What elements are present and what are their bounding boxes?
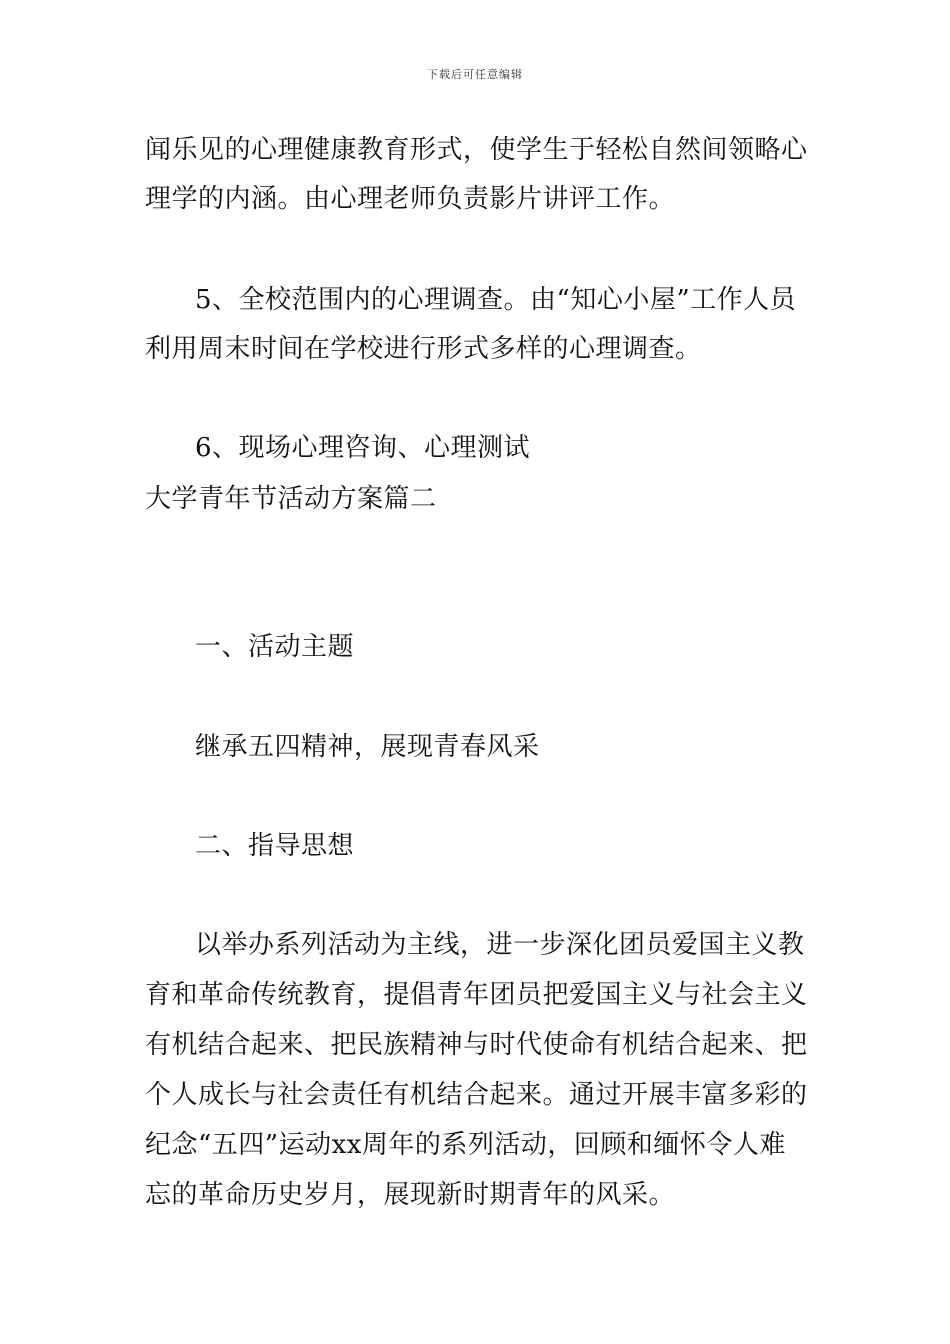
paragraph-line: 5、全校范围内的心理调查。由“知心小屋”工作人员 — [195, 285, 797, 315]
section-title: 大学青年节活动方案篇二 — [145, 484, 437, 514]
paragraph-line: 忘的革命历史岁月，展现新时期青年的风采。 — [145, 1180, 676, 1210]
heading-guiding-ideology: 二、指导思想 — [195, 831, 355, 861]
paragraph-line: 有机结合起来、把民族精神与时代使命有机结合起来、把 — [145, 1030, 808, 1060]
paragraph-line: 纪念“五四”运动xx周年的系列活动，回顾和缅怀令人难 — [145, 1130, 786, 1160]
paragraph-line: 闻乐见的心理健康教育形式，使学生于轻松自然间领略心 — [145, 135, 808, 165]
paragraph-line: 个人成长与社会责任有机结合起来。通过开展丰富多彩的 — [145, 1080, 808, 1110]
paragraph-line: 育和革命传统教育，提倡青年团员把爱国主义与社会主义 — [145, 980, 808, 1010]
paragraph-line: 6、现场心理咨询、心理测试 — [195, 433, 531, 463]
header-note: 下载后可任意编辑 — [427, 68, 523, 81]
heading-activity-theme: 一、活动主题 — [195, 632, 355, 662]
theme-text: 继承五四精神，展现青春风采 — [195, 732, 540, 762]
paragraph-line: 以举办系列活动为主线，进一步深化团员爱国主义教 — [195, 930, 805, 960]
paragraph-line: 理学的内涵。由心理老师负责影片讲评工作。 — [145, 184, 676, 214]
paragraph-line: 利用周末时间在学校进行形式多样的心理调查。 — [145, 334, 702, 364]
